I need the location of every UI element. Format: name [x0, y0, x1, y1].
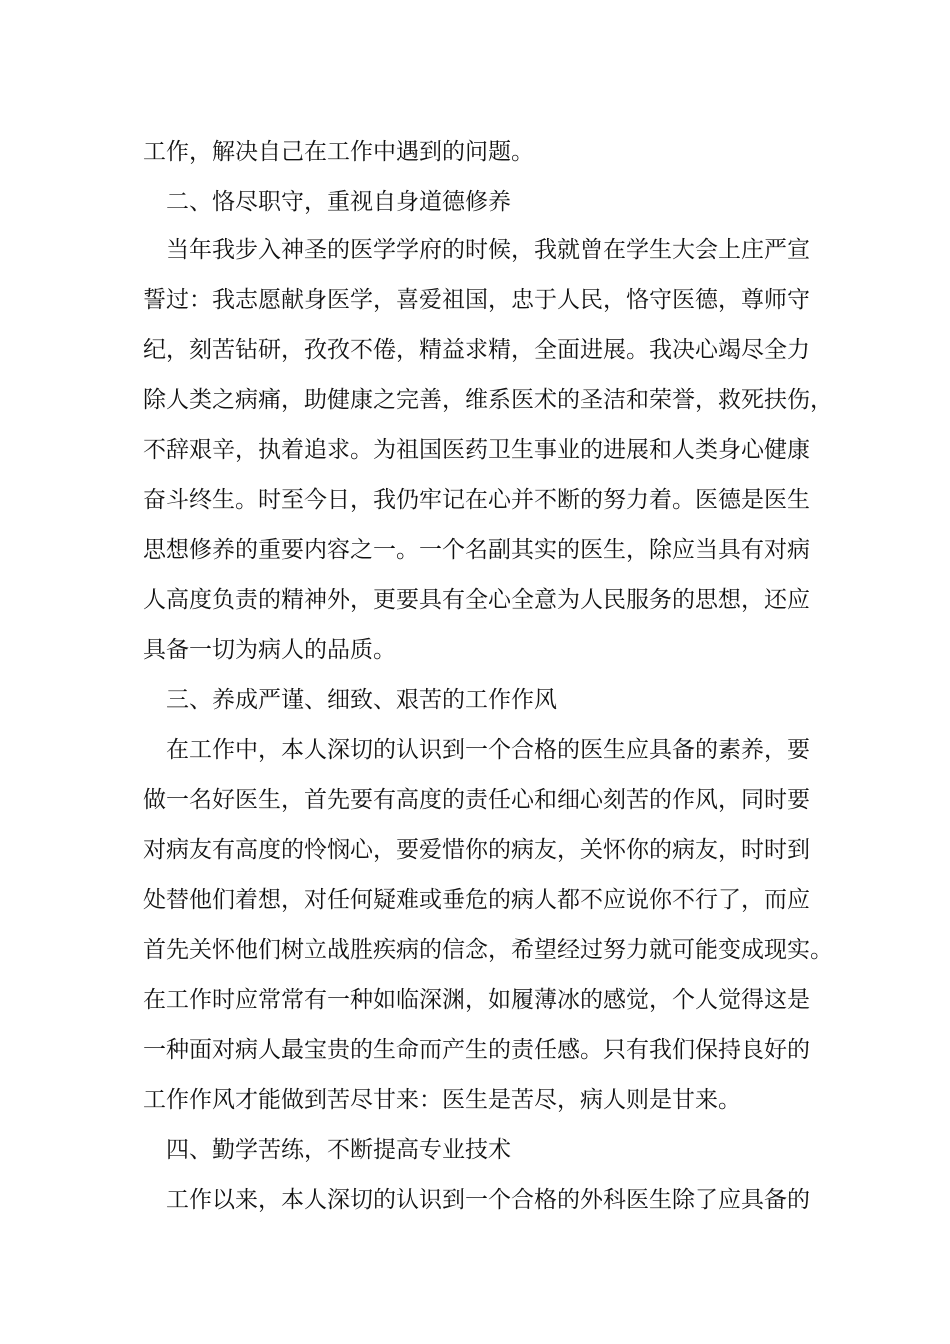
body-line: 首先关怀他们树立战胜疾病的信念，希望经过努力就可能变成现实。 — [143, 937, 833, 963]
body-line: 誓过：我志愿献身医学，喜爱祖国，忠于人民，恪守医德，尊师守 — [143, 287, 810, 313]
body-line: 工作，解决自己在工作中遇到的问题。 — [143, 139, 534, 165]
body-line: 做一名好医生，首先要有高度的责任心和细心刻苦的作风，同时要 — [143, 787, 810, 813]
body-line: 一种面对病人最宝贵的生命而产生的责任感。只有我们保持良好的 — [143, 1037, 810, 1063]
paragraph-first-line: 当年我步入神圣的医学学府的时候，我就曾在学生大会上庄严宣 — [166, 237, 810, 263]
body-line: 不辞艰辛，执着追求。为祖国医药卫生事业的进展和人类身心健康 — [143, 437, 810, 463]
section-heading: 四、勤学苦练，不断提高专业技术 — [166, 1137, 511, 1163]
body-line: 在工作时应常常有一种如临深渊，如履薄冰的感觉，个人觉得这是 — [143, 987, 810, 1013]
body-line: 工作作风才能做到苦尽甘来：医生是苦尽，病人则是甘来。 — [143, 1087, 741, 1113]
body-line: 奋斗终生。时至今日，我仍牢记在心并不断的努力着。医德是医生 — [143, 487, 810, 513]
section-heading: 二、恪尽职守，重视自身道德修养 — [166, 189, 511, 215]
paragraph-first-line: 工作以来，本人深切的认识到一个合格的外科医生除了应具备的 — [166, 1187, 810, 1213]
body-line: 人高度负责的精神外，更要具有全心全意为人民服务的思想，还应 — [143, 587, 810, 613]
body-line: 处替他们着想，对任何疑难或垂危的病人都不应说你不行了，而应 — [143, 887, 810, 913]
body-line: 除人类之病痛，助健康之完善，维系医术的圣洁和荣誉，救死扶伤， — [143, 387, 833, 413]
body-line: 对病友有高度的怜悯心，要爱惜你的病友，关怀你的病友，时时到 — [143, 837, 810, 863]
body-line: 思想修养的重要内容之一。一个名副其实的医生，除应当具有对病 — [143, 537, 810, 563]
section-heading: 三、养成严谨、细致、艰苦的工作作风 — [166, 687, 557, 713]
paragraph-first-line: 在工作中，本人深切的认识到一个合格的医生应具备的素养，要 — [166, 737, 810, 763]
body-line: 具备一切为病人的品质。 — [143, 637, 396, 663]
body-line: 纪，刻苦钻研，孜孜不倦，精益求精，全面进展。我决心竭尽全力 — [143, 337, 810, 363]
